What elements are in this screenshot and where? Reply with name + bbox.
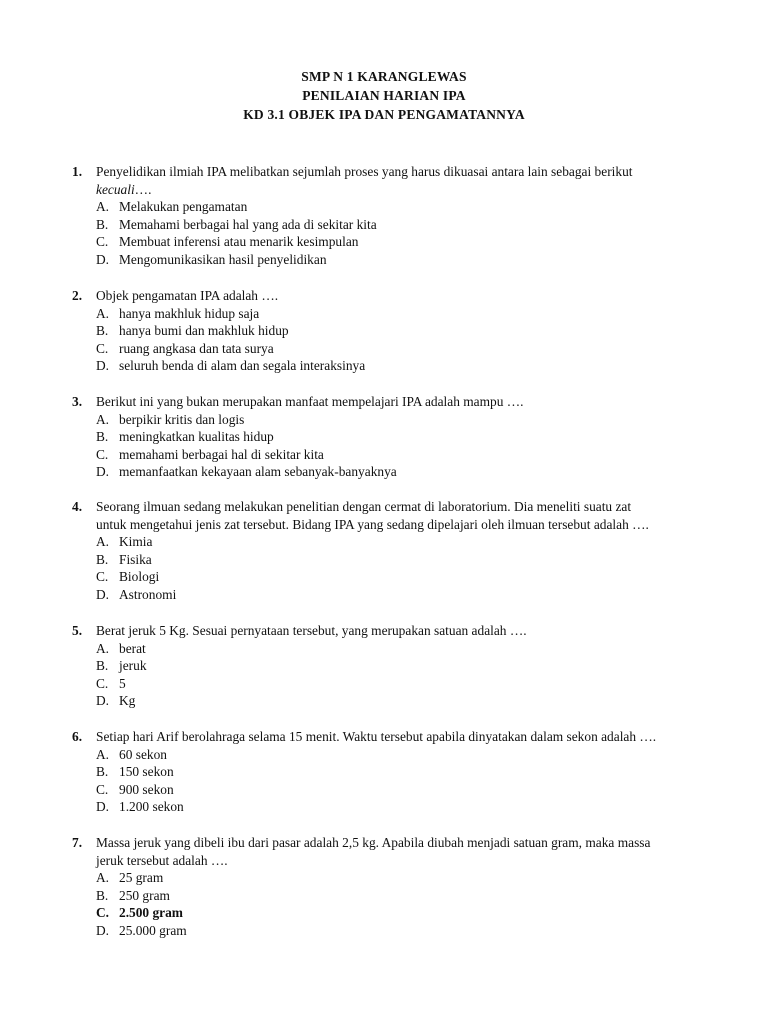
option-letter: D. bbox=[96, 251, 110, 267]
option-text: memanfaatkan kekayaan alam sebanyak-banyaknya bbox=[119, 464, 397, 480]
option-letter: C. bbox=[96, 234, 109, 250]
question-4 bbox=[72, 498, 712, 604]
question-text bbox=[96, 393, 712, 411]
option-text: 150 sekon bbox=[119, 764, 174, 780]
option-text: 900 sekon bbox=[119, 781, 174, 797]
option-letter: A. bbox=[96, 870, 110, 886]
option-text: jeruk bbox=[119, 658, 147, 674]
answer-option bbox=[96, 781, 712, 799]
option-letter: B. bbox=[96, 429, 109, 445]
option-letter: A. bbox=[96, 305, 110, 321]
answer-option bbox=[96, 568, 712, 586]
option-text: hanya bumi dan makhluk hidup bbox=[119, 323, 289, 339]
option-text: Melakukan pengamatan bbox=[119, 199, 248, 215]
option-letter: A. bbox=[96, 534, 110, 550]
document-header bbox=[0, 67, 768, 124]
option-letter: C. bbox=[96, 340, 109, 356]
answer-option bbox=[96, 357, 712, 375]
answer-option bbox=[96, 411, 712, 429]
answer-option bbox=[96, 305, 712, 323]
answer-options bbox=[96, 746, 712, 816]
answer-option bbox=[96, 640, 712, 658]
option-text: hanya makhluk hidup saja bbox=[119, 305, 260, 321]
question-text bbox=[96, 622, 712, 640]
option-letter: C. bbox=[96, 781, 109, 797]
option-letter: A. bbox=[96, 746, 110, 762]
answer-option bbox=[96, 798, 712, 816]
answer-option bbox=[96, 322, 712, 340]
option-letter: B. bbox=[96, 887, 109, 903]
option-letter: B. bbox=[96, 764, 109, 780]
answer-option bbox=[96, 763, 712, 781]
option-text: Fisika bbox=[119, 551, 152, 567]
question-text bbox=[96, 163, 712, 198]
answer-option bbox=[96, 675, 712, 693]
option-text: berpikir kritis dan logis bbox=[119, 411, 245, 427]
option-text: ruang angkasa dan tata surya bbox=[119, 340, 274, 356]
question-text bbox=[96, 287, 712, 305]
answer-options bbox=[96, 640, 712, 710]
option-text: 1.200 sekon bbox=[119, 799, 184, 815]
option-letter: D. bbox=[96, 464, 110, 480]
option-text: Memahami berbagai hal yang ada di sekitar kita bbox=[119, 216, 377, 232]
exam-title: PENILAIAN HARIAN IPA bbox=[302, 88, 466, 103]
option-letter: D. bbox=[96, 799, 110, 815]
question-3 bbox=[72, 393, 712, 481]
question-text-line: Berat jeruk 5 Kg. Sesuai pernyataan tersebut, yang merupakan satuan adalah …. bbox=[96, 623, 527, 638]
question-2 bbox=[72, 287, 712, 375]
option-letter: D. bbox=[96, 358, 110, 374]
question-text bbox=[96, 728, 712, 746]
answer-option bbox=[96, 533, 712, 551]
option-text: 5 bbox=[119, 675, 126, 691]
question-number: 4. bbox=[72, 499, 83, 514]
option-letter: B. bbox=[96, 551, 109, 567]
answer-option bbox=[96, 887, 712, 905]
option-text: 2.500 gram bbox=[119, 905, 183, 921]
question-1 bbox=[72, 163, 712, 269]
question-text-line: Objek pengamatan IPA adalah …. bbox=[96, 288, 279, 303]
option-letter: B. bbox=[96, 323, 109, 339]
option-letter: C. bbox=[96, 569, 109, 585]
school-name: SMP N 1 KARANGLEWAS bbox=[301, 69, 467, 84]
answer-option bbox=[96, 904, 712, 922]
option-letter: B. bbox=[96, 216, 109, 232]
question-text-line: Penyelidikan ilmiah IPA melibatkan sejumlah proses yang harus dikuasai antara lain sebagai berikut bbox=[96, 164, 633, 179]
emphasis-word: kecuali bbox=[96, 181, 135, 197]
option-letter: D. bbox=[96, 922, 110, 938]
answer-option bbox=[96, 216, 712, 234]
answer-options bbox=[96, 533, 712, 603]
option-text: 250 gram bbox=[119, 887, 170, 903]
question-number: 5. bbox=[72, 623, 83, 638]
question-5 bbox=[72, 622, 712, 710]
option-text: Membuat inferensi atau menarik kesimpulan bbox=[119, 234, 359, 250]
answer-option bbox=[96, 657, 712, 675]
question-number: 6. bbox=[72, 729, 83, 744]
answer-option bbox=[96, 233, 712, 251]
question-text-line bbox=[96, 181, 712, 199]
option-text: meningkatkan kualitas hidup bbox=[119, 429, 274, 445]
option-text: 25 gram bbox=[119, 870, 164, 886]
option-letter: C. bbox=[96, 446, 109, 462]
option-text: Kimia bbox=[119, 534, 153, 550]
option-letter: D. bbox=[96, 693, 110, 709]
option-text: berat bbox=[119, 640, 146, 656]
answer-option bbox=[96, 251, 712, 269]
answer-option bbox=[96, 463, 712, 481]
emphasis-suffix: …. bbox=[134, 181, 152, 197]
question-text-line: Setiap hari Arif berolahraga selama 15 menit. Waktu tersebut apabila dinyatakan dalam sekon adalah …. bbox=[96, 729, 657, 744]
option-text: 25.000 gram bbox=[119, 922, 187, 938]
option-letter: A. bbox=[96, 199, 110, 215]
question-text-line: Seorang ilmuan sedang melakukan penelitian dengan cermat di laboratorium. Dia meneliti suatu zat bbox=[96, 499, 632, 514]
option-text: Mengomunikasikan hasil penyelidikan bbox=[119, 251, 327, 267]
question-number: 3. bbox=[72, 394, 83, 409]
question-6 bbox=[72, 728, 712, 816]
question-number: 7. bbox=[72, 835, 83, 850]
option-text: seluruh benda di alam dan segala interaksinya bbox=[119, 358, 366, 374]
option-letter: B. bbox=[96, 658, 109, 674]
question-text bbox=[96, 498, 712, 533]
question-number: 2. bbox=[72, 288, 83, 303]
answer-option bbox=[96, 746, 712, 764]
option-text: Astronomi bbox=[119, 586, 177, 602]
option-letter: C. bbox=[96, 905, 110, 921]
question-number: 1. bbox=[72, 164, 83, 179]
option-letter: C. bbox=[96, 675, 109, 691]
option-text: Biologi bbox=[119, 569, 160, 585]
question-text-line: untuk mengetahui jenis zat tersebut. Bidang IPA yang sedang dipelajari oleh ilmuan tersebut adalah …. bbox=[96, 516, 649, 532]
answer-options bbox=[96, 869, 712, 939]
option-text: Kg bbox=[119, 693, 136, 709]
option-text: 60 sekon bbox=[119, 746, 167, 762]
question-text-line: Berikut ini yang bukan merupakan manfaat mempelajari IPA adalah mampu …. bbox=[96, 394, 524, 409]
answer-option bbox=[96, 340, 712, 358]
question-text-line: jeruk tersebut adalah …. bbox=[96, 852, 228, 868]
answer-option bbox=[96, 586, 712, 604]
answer-option bbox=[96, 428, 712, 446]
answer-options bbox=[96, 411, 712, 481]
answer-option bbox=[96, 198, 712, 216]
answer-options bbox=[96, 305, 712, 375]
option-letter: D. bbox=[96, 586, 110, 602]
answer-options bbox=[96, 198, 712, 268]
answer-option bbox=[96, 446, 712, 464]
question-text-line: Massa jeruk yang dibeli ibu dari pasar adalah 2,5 kg. Apabila diubah menjadi satuan gram, maka massa bbox=[96, 835, 651, 850]
answer-option bbox=[96, 869, 712, 887]
option-letter: A. bbox=[96, 640, 110, 656]
option-text: memahami berbagai hal di sekitar kita bbox=[119, 446, 324, 462]
answer-option bbox=[96, 922, 712, 940]
answer-option bbox=[96, 692, 712, 710]
answer-option bbox=[96, 551, 712, 569]
question-7 bbox=[72, 834, 712, 940]
topic-title: KD 3.1 OBJEK IPA DAN PENGAMATANNYA bbox=[243, 107, 525, 122]
option-letter: A. bbox=[96, 411, 110, 427]
question-text bbox=[96, 834, 712, 869]
